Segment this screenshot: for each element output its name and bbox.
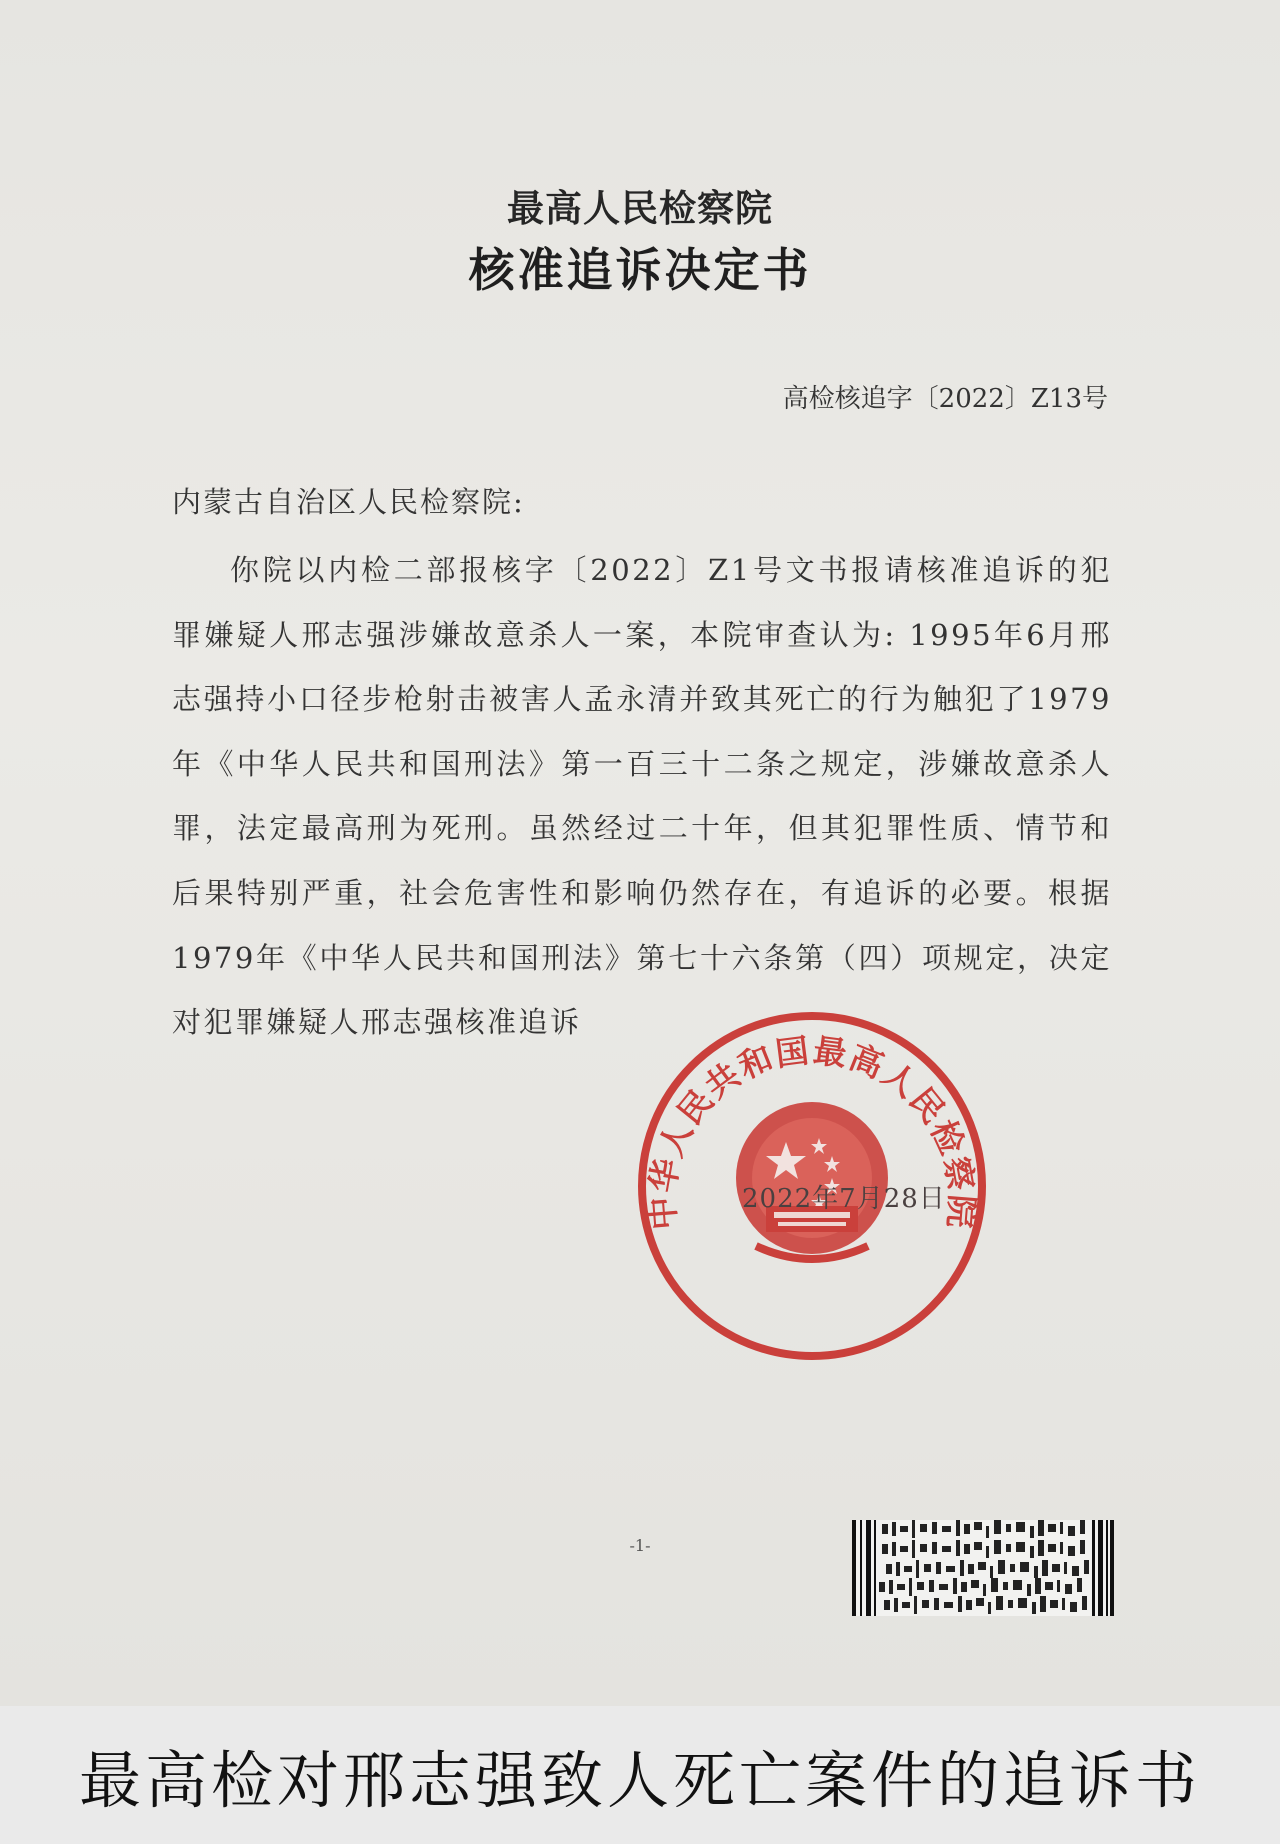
- caption-text: 最高检对邢志强致人死亡案件的追诉书: [78, 1743, 1201, 1817]
- barcode-icon: [852, 1520, 1114, 1616]
- document-number: 高检核追字〔2022〕Z13号: [782, 384, 1108, 414]
- issuer-title: 最高人民检察院: [507, 186, 773, 230]
- document-date: 2022年7月28日: [742, 1184, 946, 1214]
- document-title: 核准追诉决定书: [468, 243, 812, 297]
- addressee: 内蒙古自治区人民检察院:: [172, 485, 525, 519]
- body-paragraph: 你院以内检二部报核字〔2022〕Z1号文书报请核准追诉的犯罪嫌疑人邢志强涉嫌故意杀人一案，本院审查认为: 1995年6月邢志强持小口径步枪射击被害人孟永清并致其死亡的行为触犯了1979年《中华人民共和国刑法》第一百三十二条之规定，涉嫌故意杀人罪，法定最高刑为死刑。虽然经过二十年，但其犯罪性质、情节和后果特别严重，社会危害性和影响仍然存在，有追诉的必要。根据1979年《中华人民共和国刑法》第七十六条第（四）项规定，决定对犯罪嫌疑人邢志强核准追诉: [172, 553, 1112, 1040]
- page-number: -1-: [629, 1536, 651, 1555]
- seal-text: 中华人民共和国最高人民检察院: [642, 1030, 982, 1232]
- caption-bar: [0, 1706, 1280, 1844]
